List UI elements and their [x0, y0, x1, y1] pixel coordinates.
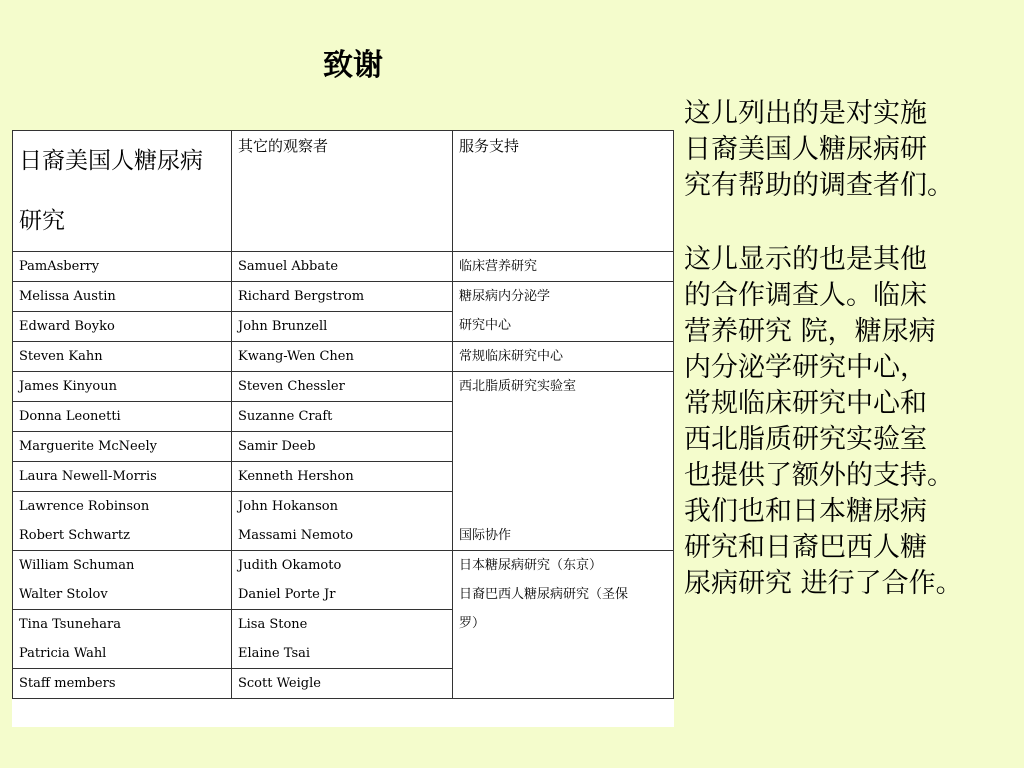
investigator-cell: Donna Leonetti: [13, 402, 232, 432]
observer-cell: Samuel Abbate: [232, 252, 453, 282]
support-line: 日裔巴西人糖尿病研究（圣保: [459, 587, 629, 602]
description-paragraph-1: [684, 96, 1024, 204]
support-line: 糖尿病内分泌学: [459, 289, 551, 304]
support-cell: 临床营养研究: [453, 252, 674, 282]
observer-name: Judith Okamoto: [238, 558, 342, 573]
observer-cell: [232, 492, 453, 551]
investigator-name: Tina Tsunehara: [19, 617, 122, 632]
investigator-cell: [13, 551, 232, 610]
investigator-name: Patricia Wahl: [19, 646, 107, 661]
observer-cell: Kenneth Hershon: [232, 462, 453, 492]
investigator-name: Walter Stolov: [19, 587, 108, 602]
support-cell: [453, 282, 674, 342]
observer-cell: Kwang-Wen Chen: [232, 342, 453, 372]
investigator-cell: Laura Newell-Morris: [13, 462, 232, 492]
table-row: [13, 252, 674, 282]
observer-cell: Suzanne Craft: [232, 402, 453, 432]
acknowledgment-table-panel: [12, 130, 674, 727]
support-line: 日本糖尿病研究（东京）: [459, 558, 603, 573]
investigator-name: William Schuman: [19, 558, 135, 573]
investigator-cell: Steven Kahn: [13, 342, 232, 372]
observer-cell: John Brunzell: [232, 312, 453, 342]
support-cell: 常规临床研究中心: [453, 342, 674, 372]
support-cell: [453, 372, 674, 551]
support-line: 西北脂质研究实验室: [459, 379, 577, 394]
investigator-cell: James Kinyoun: [13, 372, 232, 402]
observer-name: Lisa Stone: [238, 617, 308, 632]
observer-name: Elaine Tsai: [238, 646, 311, 661]
table-row: [13, 282, 674, 312]
investigator-cell: [13, 610, 232, 669]
observer-name: Massami Nemoto: [238, 528, 354, 543]
description-paragraph-2: [684, 242, 1024, 602]
observer-name: John Hokanson: [238, 499, 338, 514]
slide-title: 致谢: [323, 48, 383, 83]
support-cell: [453, 551, 674, 699]
header-support: 服务支持: [453, 131, 674, 252]
header-observers: 其它的观察者: [232, 131, 453, 252]
support-line: 研究中心: [459, 318, 512, 333]
investigator-name: Lawrence Robinson: [19, 499, 150, 514]
description-text: 这儿显示的也是其他 的合作调查人。临床 营养研究 院，糖尿病 内分泌学研究中心， 常规临床研究中心和 西北脂质研究实验室 也提供了额外的支持。 我们也和日本糖尿病 研究和日裔巴西人糖 尿病研究 进行了合作。: [684, 244, 963, 599]
observer-cell: Steven Chessler: [232, 372, 453, 402]
observer-cell: Samir Deeb: [232, 432, 453, 462]
table-header-row: [13, 131, 674, 252]
investigator-cell: Edward Boyko: [13, 312, 232, 342]
observer-cell: [232, 551, 453, 610]
observer-cell: [232, 610, 453, 669]
observer-cell: Scott Weigle: [232, 669, 453, 699]
header-study: [13, 131, 232, 252]
header-study-line2: 研究: [19, 208, 65, 234]
table-row: [13, 372, 674, 402]
investigator-cell: PamAsberry: [13, 252, 232, 282]
observer-cell: Richard Bergstrom: [232, 282, 453, 312]
description-text: 这儿列出的是对实施 日裔美国人糖尿病研 究有帮助的调查者们。: [684, 98, 954, 201]
support-line: 罗）: [459, 616, 486, 631]
investigator-cell: [13, 492, 232, 551]
investigator-name: Robert Schwartz: [19, 528, 130, 543]
observer-name: Daniel Porte Jr: [238, 587, 336, 602]
header-study-line1: 日裔美国人糖尿病: [19, 148, 203, 174]
support-line: 国际协作: [459, 528, 512, 543]
acknowledgment-table: [12, 130, 674, 699]
table-row: [13, 342, 674, 372]
investigator-cell: Melissa Austin: [13, 282, 232, 312]
investigator-cell: Staff members: [13, 669, 232, 699]
investigator-cell: Marguerite McNeely: [13, 432, 232, 462]
